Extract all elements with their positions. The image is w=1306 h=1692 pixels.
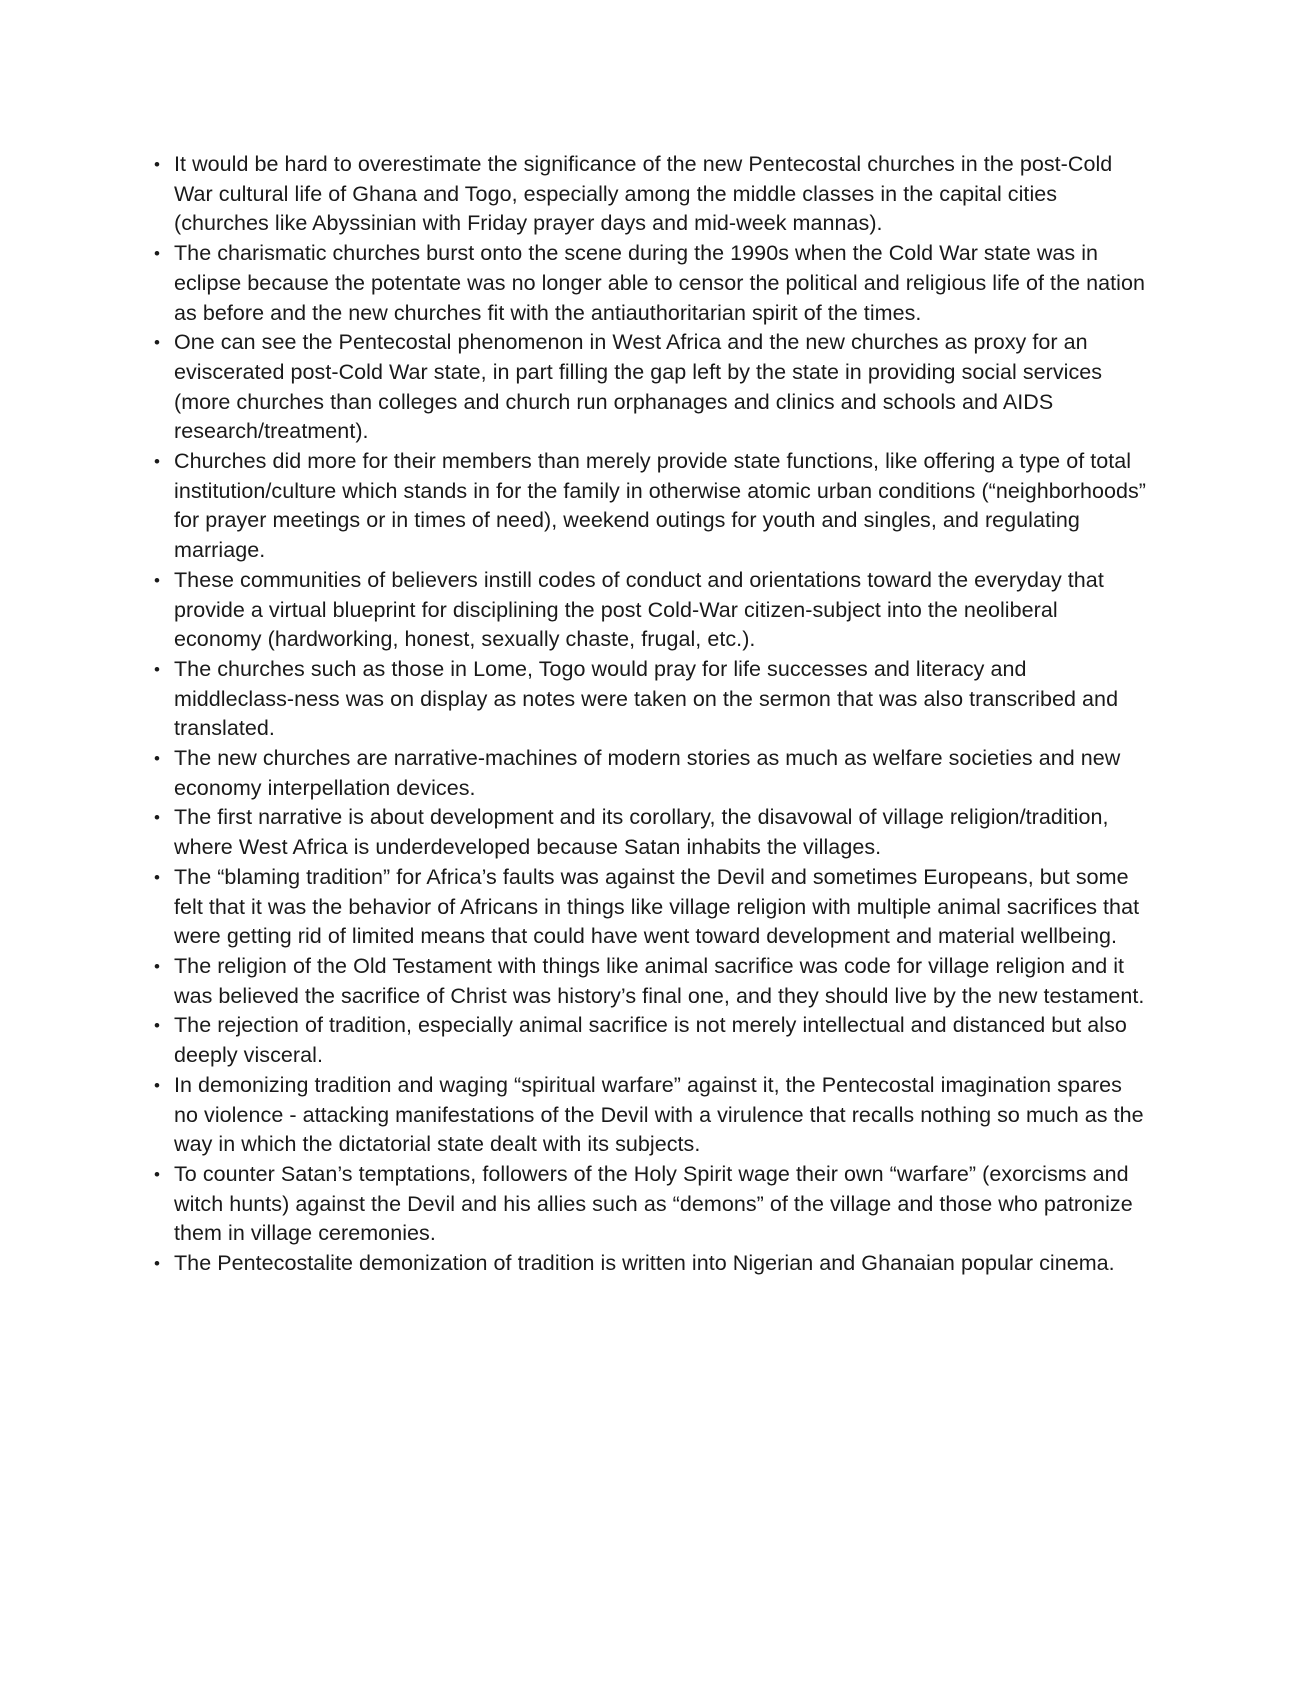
bullet-icon: • bbox=[154, 570, 161, 590]
bullet-icon: • bbox=[154, 244, 161, 264]
list-item-text: The “blaming tradition” for Africa’s faults was against the Devil and sometimes Europeans, but some felt that it was the behavior of Africans in things like village religion with multiple animal sacrifices that were getting rid of limited means that could have went toward development and material wellbeing. bbox=[174, 864, 1140, 949]
bullet-icon: • bbox=[154, 1075, 161, 1095]
bullet-icon: • bbox=[154, 659, 161, 679]
list-item bbox=[150, 150, 1150, 239]
list-item-text: The rejection of tradition, especially animal sacrifice is not merely intellectual and distanced but also deeply visceral. bbox=[174, 1013, 1127, 1068]
bullet-icon: • bbox=[154, 1164, 161, 1184]
list-item bbox=[150, 447, 1150, 566]
list-item-text: The Pentecostalite demonization of tradition is written into Nigerian and Ghanaian popular cinema. bbox=[174, 1251, 1115, 1276]
list-item-text: One can see the Pentecostal phenomenon in West Africa and the new churches as proxy for an eviscerated post-Cold War state, in part filling the gap left by the state in providing social services (more churches than colleges and church run orphanages and clinics and schools and AIDS research/treatment). bbox=[174, 330, 1103, 444]
bullet-icon: • bbox=[154, 155, 161, 174]
list-item-text: It would be hard to overestimate the significance of the new Pentecostal churches in the post-Cold War cultural life of Ghana and Togo, especially among the middle classes in the capital cities (churches like Abyssinian with Friday prayer days and mid-week mannas). bbox=[174, 152, 1113, 236]
list-item bbox=[150, 328, 1150, 447]
list-item-text: The charismatic churches burst onto the scene during the 1990s when the Cold War state was in eclipse because the potentate was no longer able to censor the political and religious life of the nation as before and the new churches fit with the antiauthoritarian spirit of the times. bbox=[174, 241, 1145, 325]
bullet-icon: • bbox=[154, 808, 161, 828]
bullet-icon: • bbox=[154, 867, 161, 887]
bullet-list bbox=[150, 150, 1150, 1279]
list-item-text: The new churches are narrative-machines of modern stories as much as welfare societies and new economy interpellation devices. bbox=[174, 746, 1121, 800]
list-item bbox=[150, 1071, 1150, 1160]
list-item bbox=[150, 744, 1150, 803]
list-item-text: These communities of believers instill codes of conduct and orientations toward the everyday that provide a virtual blueprint for disciplining the post Cold-War citizen-subject into the neoliberal economy (hardworking, honest, sexually chaste, frugal, etc.). bbox=[174, 567, 1104, 652]
list-item bbox=[150, 655, 1150, 744]
list-item-text: The religion of the Old Testament with things like animal sacrifice was code for village religion and it was believed the sacrifice of Christ was history’s final one, and they should live by the new testament. bbox=[174, 953, 1145, 1008]
list-item bbox=[150, 863, 1150, 952]
bullet-icon: • bbox=[154, 333, 161, 353]
list-item bbox=[150, 952, 1150, 1011]
list-item-text: The churches such as those in Lome, Togo would pray for life successes and literacy and middleclass-ness was on display as notes were taken on the sermon that was also transcribed and translated. bbox=[174, 656, 1119, 741]
document-page bbox=[150, 150, 1150, 1279]
list-item-text: In demonizing tradition and waging “spiritual warfare” against it, the Pentecostal imagination spares no violence - attacking manifestations of the Devil with a virulence that recalls nothing so much as the way in which the dictatorial state dealt with its subjects. bbox=[174, 1072, 1144, 1157]
list-item bbox=[150, 1011, 1150, 1070]
bullet-icon: • bbox=[154, 749, 161, 769]
list-item-text: Churches did more for their members than merely provide state functions, like offering a type of total institution/culture which stands in for the family in otherwise atomic urban conditions (“neighborhoods” for prayer meetings or in times of need), weekend outings for youth and singles, and regulating marriage. bbox=[174, 449, 1146, 563]
list-item bbox=[150, 239, 1150, 328]
list-item bbox=[150, 1160, 1150, 1249]
list-item bbox=[150, 566, 1150, 655]
list-item-text: The first narrative is about development and its corollary, the disavowal of village religion/tradition, where West Africa is underdeveloped because Satan inhabits the villages. bbox=[174, 805, 1109, 860]
list-item-text: To counter Satan’s temptations, followers of the Holy Spirit wage their own “warfare” (exorcisms and witch hunts) against the Devil and his allies such as “demons” of the village and those who patronize them in village ceremonies. bbox=[174, 1161, 1133, 1246]
list-item bbox=[150, 1249, 1150, 1279]
list-item bbox=[150, 803, 1150, 862]
bullet-icon: • bbox=[154, 1254, 161, 1274]
bullet-icon: • bbox=[154, 956, 161, 976]
bullet-icon: • bbox=[154, 452, 161, 472]
bullet-icon: • bbox=[154, 1016, 161, 1036]
